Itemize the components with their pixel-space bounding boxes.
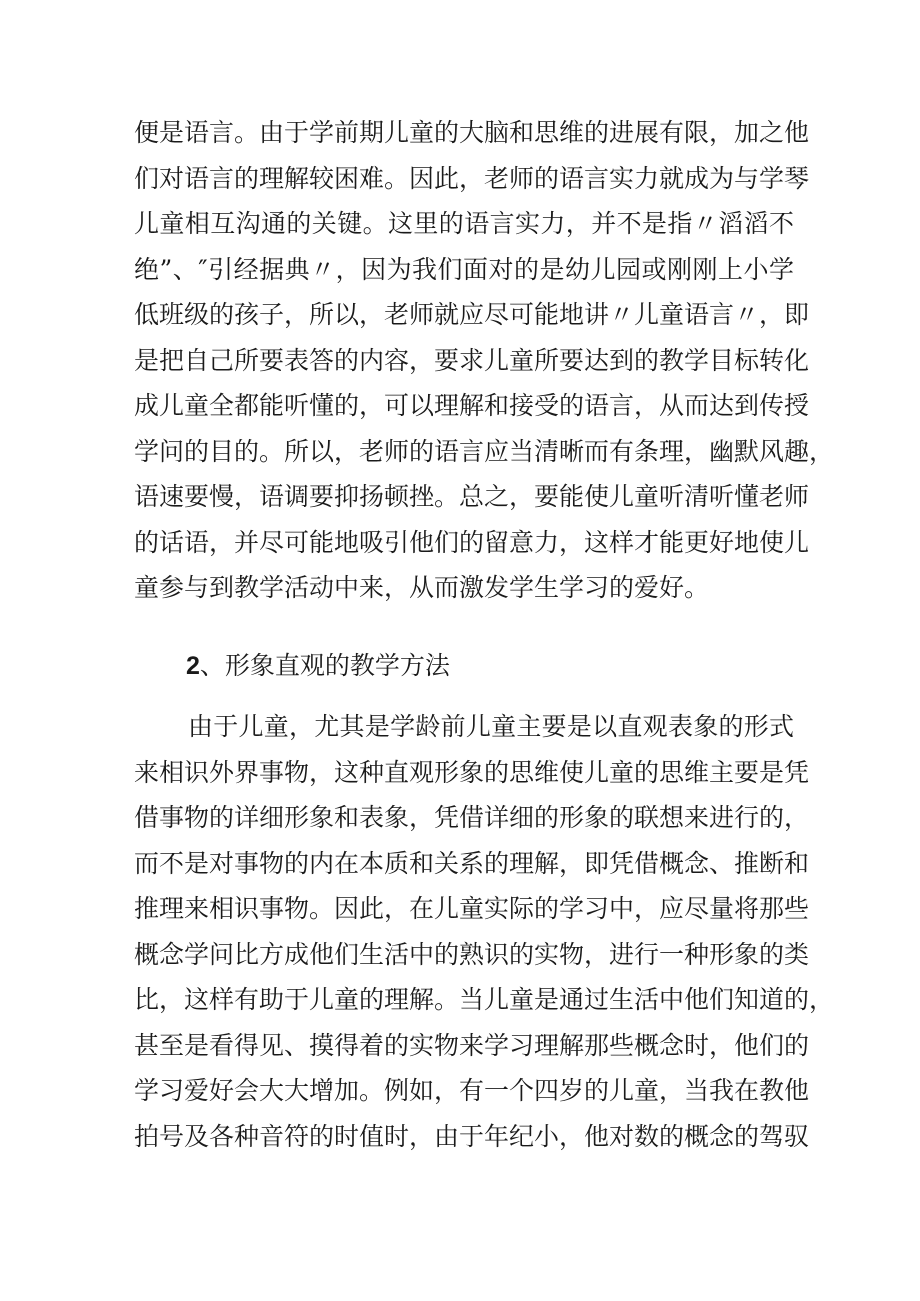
paragraph-line: 的话语，并尽可能地吸引他们的留意力，这样才能更好地使儿	[134, 527, 810, 557]
paragraph-2	[134, 704, 835, 1159]
paragraph-line: 们对语言的理解较困难。因此，老师的语言实力就成为与学琴	[134, 163, 810, 193]
paragraph-line: 甚至是看得见、摸得着的实物来学习理解那些概念时，他们的	[134, 1030, 810, 1060]
paragraph-line: 借事物的详细形象和表象，凭借详细的形象的联想来进行的，	[134, 803, 810, 832]
paragraph-line: 学问的目的。所以，老师的语言应当清晰而有条理，幽默风趣，	[134, 436, 835, 466]
paragraph-line: 成儿童全都能听懂的，可以理解和接受的语言，从而达到传授	[134, 391, 810, 420]
paragraph-line: 语速要慢，语调要抑扬顿挫。总之，要能使儿童听清听懂老师	[134, 482, 810, 511]
section-heading	[186, 646, 450, 682]
paragraph-line: 是把自己所要表答的内容，要求儿童所要达到的教学目标转化	[134, 345, 810, 375]
paragraph-line: 比，这样有助于儿童的理解。当儿童是通过生活中他们知道的，	[134, 985, 835, 1014]
paragraph-1	[134, 110, 835, 611]
paragraph-line: 童参与到教学活动中来，从而激发学生学习的爱好。	[134, 573, 710, 602]
paragraph-line: 而不是对事物的内在本质和关系的理解，即凭借概念、推断和	[134, 848, 810, 878]
paragraph-line: 便是语言。由于学前期儿童的大脑和思维的进展有限，加之他	[134, 118, 810, 147]
paragraph-line: 由于儿童，尤其是学龄前儿童主要是以直观表象的形式	[188, 712, 794, 741]
section-number: 2	[186, 652, 200, 680]
paragraph-line: 儿童相互沟通的关键。这里的语言实力，并不是指〃滔滔不	[134, 209, 794, 238]
paragraph-line: 概念学问比方成他们生活中的熟识的实物，进行一种形象的类	[134, 939, 810, 969]
paragraph-line: 来相识外界事物，这种直观形象的思维使儿童的思维主要是凭	[134, 757, 810, 787]
paragraph-line: 绝”、″引经据典〃，因为我们面对的是幼儿园或刚刚上小学	[134, 254, 794, 284]
section-title: 、形象直观的教学方法	[199, 651, 450, 680]
paragraph-line: 推理来相识事物。因此，在儿童实际的学习中，应尽量将那些	[134, 894, 810, 923]
paragraph-line: 低班级的孩子，所以，老师就应尽可能地讲〃儿童语言〃，即	[134, 300, 810, 329]
paragraph-line: 学习爱好会大大增加。例如，有一个四岁的儿童，当我在教他	[134, 1076, 810, 1105]
paragraph-line: 拍号及各种音符的时值时，由于年纪小，他对数的概念的驾驭	[134, 1121, 810, 1151]
